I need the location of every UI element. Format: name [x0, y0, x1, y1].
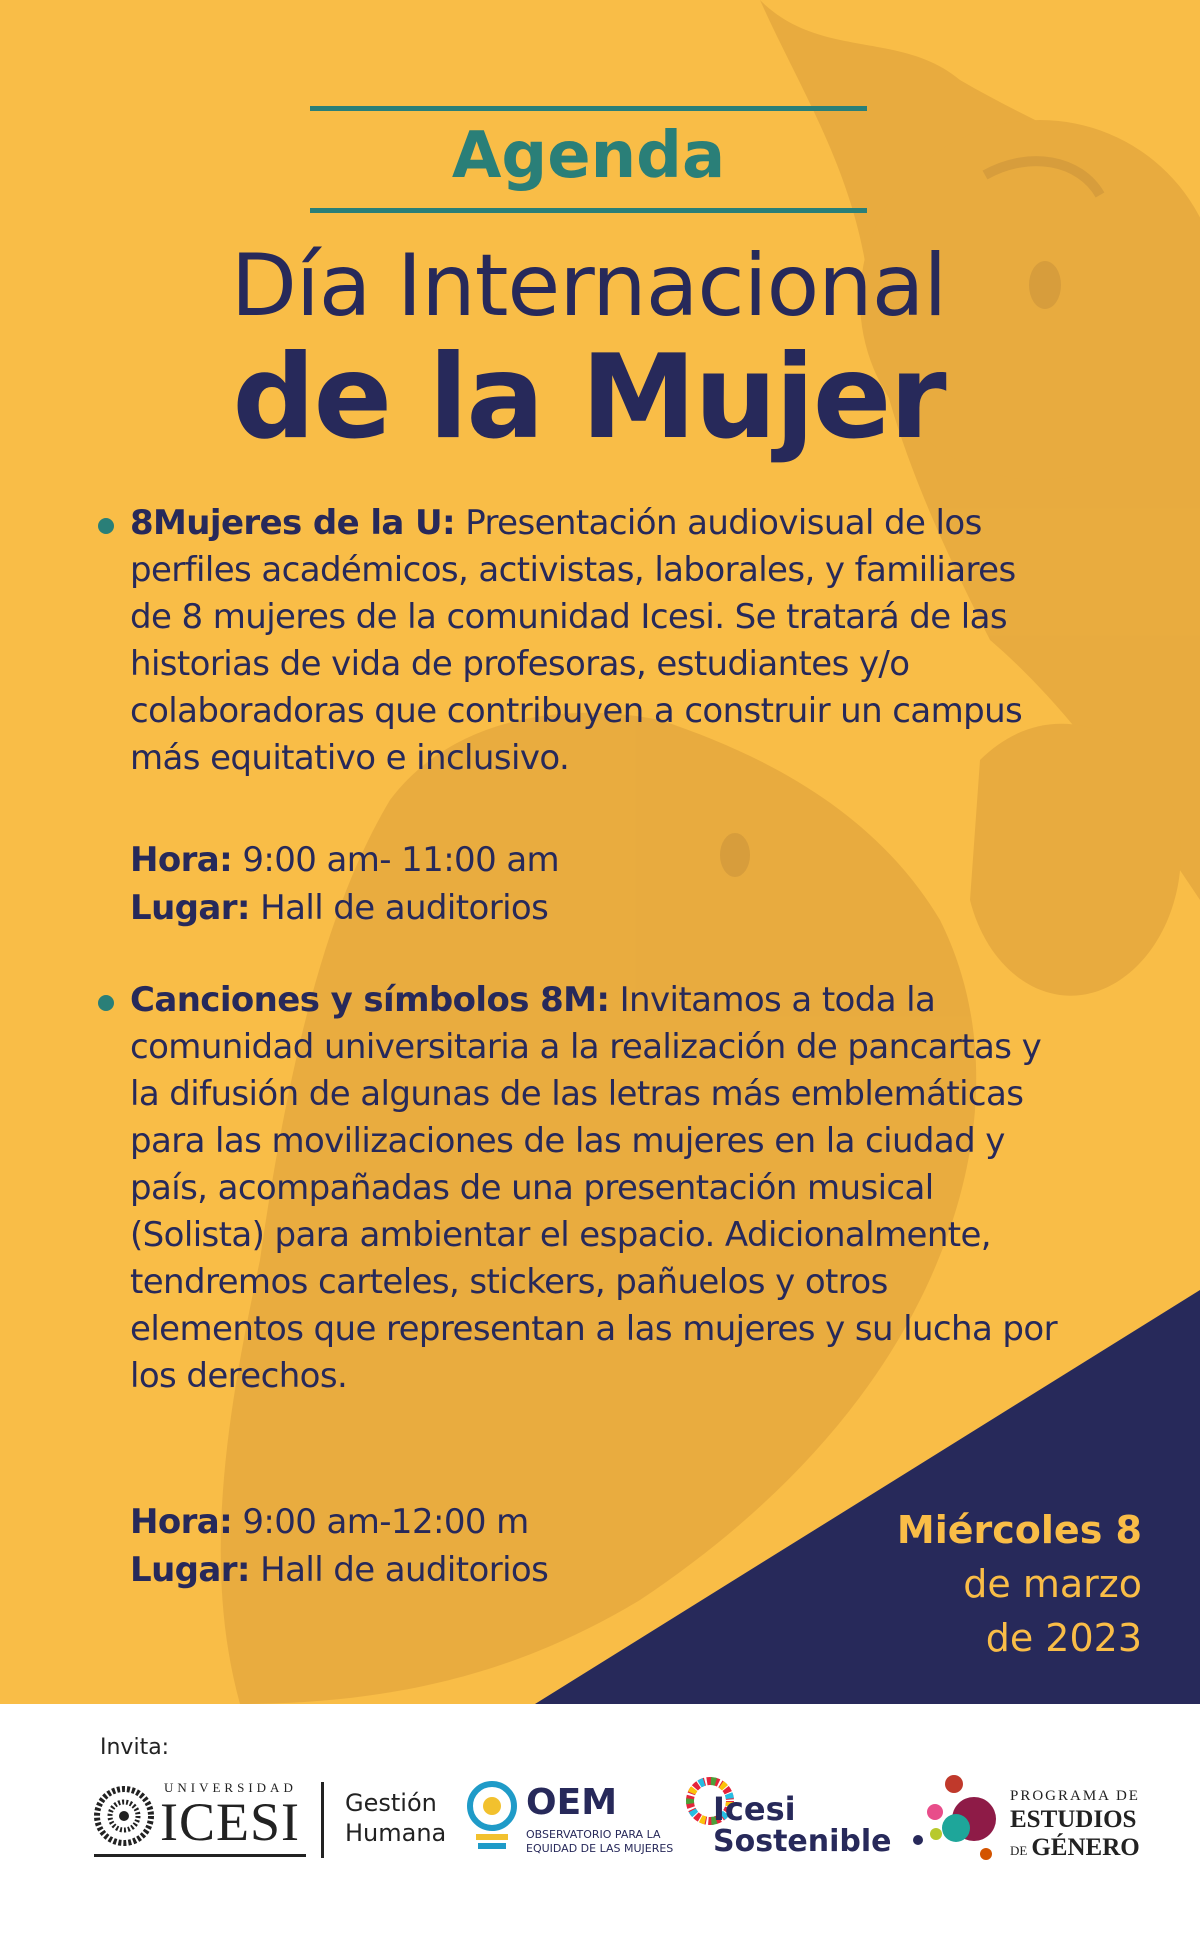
- oem-subtitle: OBSERVATORIO PARA LA EQUIDAD DE LAS MUJERES: [526, 1828, 674, 1855]
- genero-line3: DE GÉNERO: [1010, 1834, 1140, 1861]
- agenda-item-2: [130, 977, 1060, 1400]
- oem-logo: [466, 1780, 696, 1860]
- lugar-value: Hall de auditorios: [260, 888, 549, 928]
- genero-dots-icon: [912, 1774, 1002, 1864]
- bullet-icon: [98, 995, 114, 1011]
- lugar-label: Lugar:: [130, 1550, 250, 1590]
- lugar-label: Lugar:: [130, 888, 250, 928]
- invita-label: Invita:: [100, 1735, 170, 1760]
- bullet-icon: [98, 518, 114, 534]
- humana-text: Humana: [345, 1819, 447, 1847]
- icesi-sostenible-logo: [685, 1776, 892, 1866]
- agenda-label: Agenda: [451, 119, 726, 193]
- genero-line2: ESTUDIOS: [1010, 1806, 1137, 1833]
- oem-emblem-icon: [466, 1780, 518, 1852]
- page-title-line2: de la Mujer: [232, 330, 945, 465]
- item-2-meta: [130, 1498, 830, 1594]
- hora-value: 9:00 am- 11:00 am: [242, 840, 560, 880]
- oem-wordmark: OEM: [526, 1782, 618, 1823]
- sostenible-word1: Icesi: [713, 1790, 796, 1828]
- date-day: Miércoles 8: [896, 1508, 1142, 1552]
- item-title: 8Mujeres de la U:: [130, 503, 455, 543]
- item-description: Invitamos a toda la comunidad universitaria a la realización de pancartas y la difusión de algunas de las letras más emblemáticas para las movilizaciones de las mujeres en la ciudad y país, acompañadas de una presentación musical (Solista) para ambientar el espacio. Adicionalmente, tendremos carteles, stickers, pañuelos y otros elementos que representan a las mujeres y su lucha por los derechos.: [130, 980, 1057, 1396]
- agenda-bottom-rule: [310, 208, 867, 213]
- genero-line1: PROGRAMA DE: [1010, 1788, 1140, 1804]
- agenda-top-rule: [310, 106, 867, 111]
- hora-label: Hora:: [130, 840, 233, 880]
- hora-label: Hora:: [130, 1502, 233, 1542]
- icesi-seal-icon: [94, 1786, 154, 1846]
- estudios-genero-logo: [912, 1774, 1152, 1864]
- logo-divider: [321, 1782, 324, 1858]
- item-description: Presentación audiovisual de los perfiles académicos, activistas, laborales, y familiares de 8 mujeres de la comunidad Icesi. Se tratará de las historias de vida de profesoras, estudiantes y/o colaboradoras que contribuyen a construir un campus más equitativo e inclusivo.: [130, 503, 1023, 778]
- icesi-small-text: UNIVERSIDAD: [164, 1780, 297, 1795]
- lugar-value: Hall de auditorios: [260, 1550, 549, 1590]
- event-date: [782, 1503, 1142, 1665]
- item-title: Canciones y símbolos 8M:: [130, 980, 610, 1020]
- icesi-wordmark: ICESI: [160, 1792, 300, 1852]
- item-1-meta: [130, 836, 830, 932]
- agenda-item-1: [130, 500, 1060, 782]
- page-title-line1: Día Internacional: [230, 236, 947, 336]
- icesi-logo: [94, 1780, 334, 1860]
- sostenible-word2: Sostenible: [713, 1824, 892, 1859]
- date-month: de marzo: [963, 1562, 1142, 1606]
- hora-value: 9:00 am-12:00 m: [242, 1502, 529, 1542]
- gestion-humana-logo: [345, 1788, 446, 1848]
- icesi-underline: [94, 1854, 306, 1857]
- gestion-text: Gestión: [345, 1789, 437, 1817]
- date-year: de 2023: [985, 1616, 1142, 1660]
